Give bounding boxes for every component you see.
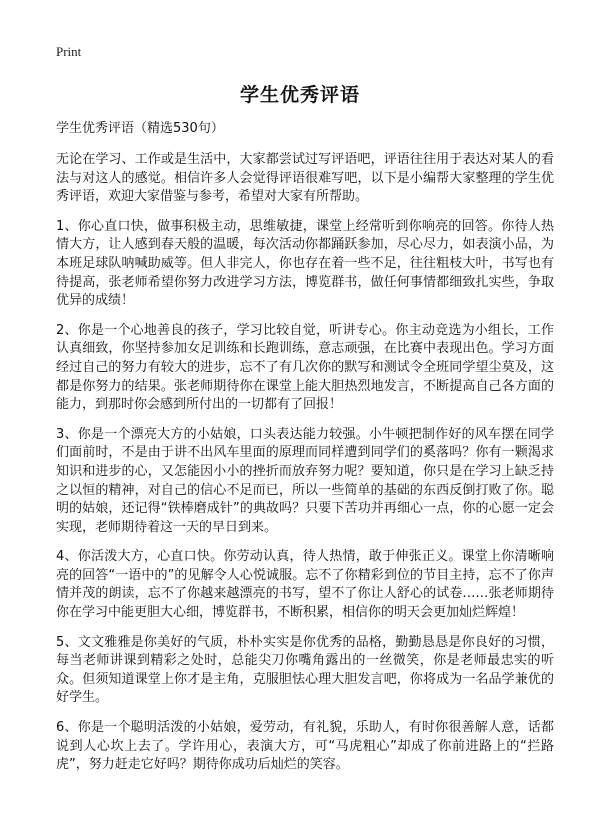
article-subtitle: 学生优秀评语（精选530句） xyxy=(56,121,224,136)
page-title: 学生优秀评语 xyxy=(239,84,360,106)
comment-item: 5、文文雅雅是你美好的气质，朴朴实实是你优秀的品格，勤勤恳恳是你良好的习惯，每当老师讲课到精彩之处时，总能尖刀你嘴角露出的一丝微笑，你是老师最忠实的听众。但须知道课堂上你才是主角，克服胆怯心理大胆发言吧，你将成为一名品学兼优的好学生。 xyxy=(56,634,554,706)
comment-item: 2、你是一个心地善良的孩子，学习比较自觉，听讲专心。你主动竞选为小组长，工作认真细致，你坚持参加女足训练和长跑训练，意志顽强，在比赛中表现出色。学习方面经过自己的努力有较大的进步，忘不了有几次你的默写和测试令全班同学望尘莫及，这都是你努力的结果。张老师期待你在课堂上能大胆热烈地发言，不断提高自己各方面的能力，到那时你会感到所付出的一切都有了回报！ xyxy=(56,322,554,413)
article-body xyxy=(56,120,554,786)
comment-item: 4、你活泼大方，心直口快。你劳动认真，待人热情，敢于伸张正义。课堂上你清晰响亮的回答“一语中的”的见解令人心悦诚服。忘不了你精彩到位的节目主持，忘不了你声情并茂的朗读，忘不了你越来越漂亮的书写，望不了你让人舒心的试卷……张老师期待你在学习中能更胆大心细，博览群书，不断积累，相信你的明天会更加灿烂辉煌！ xyxy=(56,549,554,621)
comment-item: 6、你是一个聪明活泼的小姑娘，爱劳动，有礼貌，乐助人，有时你很善解人意，话都说到人心坎上去了。学许用心，表演大方，可“马虎粗心”却成了你前进路上的“拦路虎”，努力赶走它好吗？期待你成功后灿烂的笑容。 xyxy=(56,720,554,773)
comment-item: 3、你是一个漂亮大方的小姑娘，口头表达能力较强。小牛顿把制作好的风车摆在同学们面前时，不是由于讲不出风车里面的原理而同样遭到同学们的奚落吗？你有一颗渴求知识和进步的心，又怎能因小小的挫折而放弃努力呢？要知道，你只是在学习上缺乏持之以恒的精神，对自己的信心不足而已，所以一些简单的基础的东西反倒打败了你。聪明的姑娘，还记得“铁棒磨成针”的典故吗？只要下苦功并再细心一点，你的心愿一定会实现，老师期待着这一天的早日到来。 xyxy=(56,426,554,535)
intro-paragraph: 无论在学习、工作或是生活中，大家都尝试过写评语吧，评语往往用于表达对某人的看法与对这人的感觉。相信许多人会觉得评语很难写吧，以下是小编帮大家整理的学生优秀评语，欢迎大家借鉴与参考，希望对大家有所帮助。 xyxy=(56,152,554,205)
print-label: Print xyxy=(56,44,82,59)
comment-item: 1、你心直口快，做事积极主动，思维敏捷，课堂上经常听到你响亮的回答。你待人热情大方，让人感到春天般的温暖，每次活动你都踊跃参加，尽心尽力，如表演小品，为本班足球队呐喊助威等。但人非完人，你也存在着一些不足，往往粗枝大叶，书写也有待提高，张老师希望你努力改进学习方法，博览群书，做任何事情都细致扎实些，争取优异的成绩！ xyxy=(56,218,554,309)
